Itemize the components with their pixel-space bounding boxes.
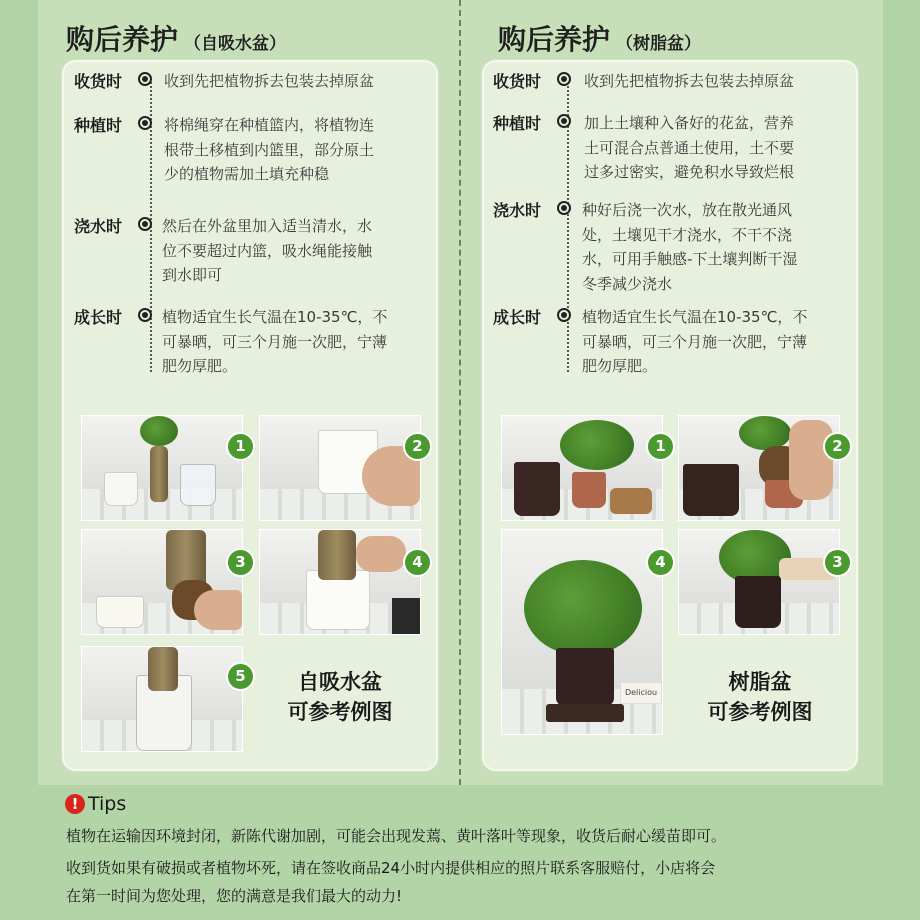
step-text-line: 可暴晒，可三个月施一次肥，宁薄: [582, 332, 808, 351]
timeline-dot-icon: [138, 308, 152, 322]
caption-line: 可参考例图: [287, 700, 393, 724]
column-divider: [459, 0, 461, 785]
step-text-line: 收到先把植物拆去包装去掉原盆: [584, 72, 795, 90]
step-label: 种植时: [493, 114, 542, 133]
timeline-dot-icon: [557, 201, 571, 215]
step-text: [164, 113, 454, 187]
step-label: 浇水时: [74, 217, 123, 236]
caption-line: 树脂盆: [728, 670, 792, 694]
step-label: 收货时: [493, 72, 542, 91]
right-step-photo-3: [678, 529, 840, 635]
step-text-line: 加上土壤种入备好的花盆，营养: [584, 114, 795, 132]
right-example-caption: [690, 667, 830, 727]
left-title: [66, 18, 286, 58]
left-step-photo-2: [259, 415, 421, 521]
right-step-photo-2: [678, 415, 840, 521]
timeline-dot-icon: [138, 116, 152, 130]
step-number-badge: 4: [403, 548, 432, 577]
step-number-badge: 5: [226, 662, 255, 691]
step-label: 种植时: [74, 116, 123, 135]
step-text-line: 根带土移植到内篮里，部分原土: [164, 140, 375, 159]
step-text-line: 可暴晒，可三个月施一次肥，宁薄: [162, 332, 388, 351]
step-text-line: 水，可用手触感-下土壤判断干湿: [582, 250, 798, 268]
step-text-line: 少的植物需加土填充种稳: [164, 165, 330, 183]
timeline-dot-icon: [557, 114, 571, 128]
step-text-line: 位不要超过内篮，吸水绳能接触: [162, 241, 373, 260]
step-text-line: 过多过密实，避免积水导致烂根: [584, 163, 795, 181]
left-step-photo-3: [81, 529, 243, 635]
tips-line: 收到货如果有破损或者植物坏死，请在签收商品24小时内提供相应的照片联系客服赔付，小店将会: [66, 859, 716, 877]
step-number-badge: 3: [823, 548, 852, 577]
left-step-photo-1: [81, 415, 243, 521]
left-example-caption: [270, 667, 410, 727]
step-text: [582, 198, 872, 296]
step-label: 浇水时: [493, 201, 542, 220]
left-step-photo-4: [259, 529, 421, 635]
tips-title: Tips: [88, 793, 127, 815]
warning-icon: !: [65, 794, 85, 814]
timeline-dot-icon: [138, 72, 152, 86]
tips-line: 在第一时间为您处理，您的满意是我们最大的动力!: [66, 887, 403, 905]
step-text: [162, 214, 454, 288]
step-text-line: 处，土壤见干才浇水，不干不浇: [582, 225, 793, 244]
left-title-text: 购后养护: [66, 23, 179, 56]
timeline-dot-icon: [557, 308, 571, 322]
step-text-line: 肥勿厚肥。: [582, 357, 658, 375]
timeline-dot-icon: [138, 217, 152, 231]
step-text: [584, 111, 870, 185]
step-text-line: 收到先把植物拆去包装去掉原盆: [164, 72, 375, 90]
step-number-badge: 4: [646, 548, 675, 577]
step-text: [582, 305, 872, 379]
right-step-photo-1: [501, 415, 663, 521]
step-text-line: 植物适宜生长气温在10-35℃，不: [582, 308, 808, 326]
timeline-dot-icon: [557, 72, 571, 86]
step-number-badge: 2: [823, 432, 852, 461]
left-step-photo-5: [81, 646, 243, 752]
step-text-line: 冬季减少浇水: [582, 274, 673, 293]
right-step-photo-4-large: [501, 529, 663, 735]
right-title: [498, 18, 701, 58]
left-subtitle: （自吸水盆）: [184, 34, 287, 54]
step-text-line: 将棉绳穿在种植篮内，将植物连: [164, 116, 375, 134]
step-number-badge: 1: [646, 432, 675, 461]
step-number-badge: 2: [403, 432, 432, 461]
step-text-line: 植物适宜生长气温在10-35℃，不: [162, 308, 388, 326]
tips-line: 植物在运输因环境封闭，新陈代谢加剧，可能会出现发蔫、黄叶落叶等现象，收货后耐心缓苗即可。: [66, 827, 727, 845]
step-text-line: 种好后浇一次水，放在散光通风: [582, 201, 793, 219]
step-label: 收货时: [74, 72, 123, 91]
step-text: [162, 305, 454, 379]
step-label: 成长时: [493, 308, 542, 327]
step-text-line: 到水即可: [162, 266, 223, 284]
step-text: [584, 69, 870, 94]
step-number-badge: 3: [226, 548, 255, 577]
right-title-text: 购后养护: [498, 23, 611, 56]
step-text-line: 土可混合点普通土使用，土不要: [584, 138, 795, 157]
caption-line: 自吸水盆: [298, 670, 382, 694]
right-subtitle: （树脂盆）: [616, 34, 702, 54]
step-text-line: 肥勿厚肥。: [162, 357, 238, 375]
step-text-line: 然后在外盆里加入适当清水，水: [162, 217, 373, 235]
step-text: [164, 69, 454, 94]
caption-line: 可参考例图: [707, 700, 813, 724]
step-number-badge: 1: [226, 432, 255, 461]
book-label: Deliciou: [620, 682, 662, 704]
step-label: 成长时: [74, 308, 123, 327]
